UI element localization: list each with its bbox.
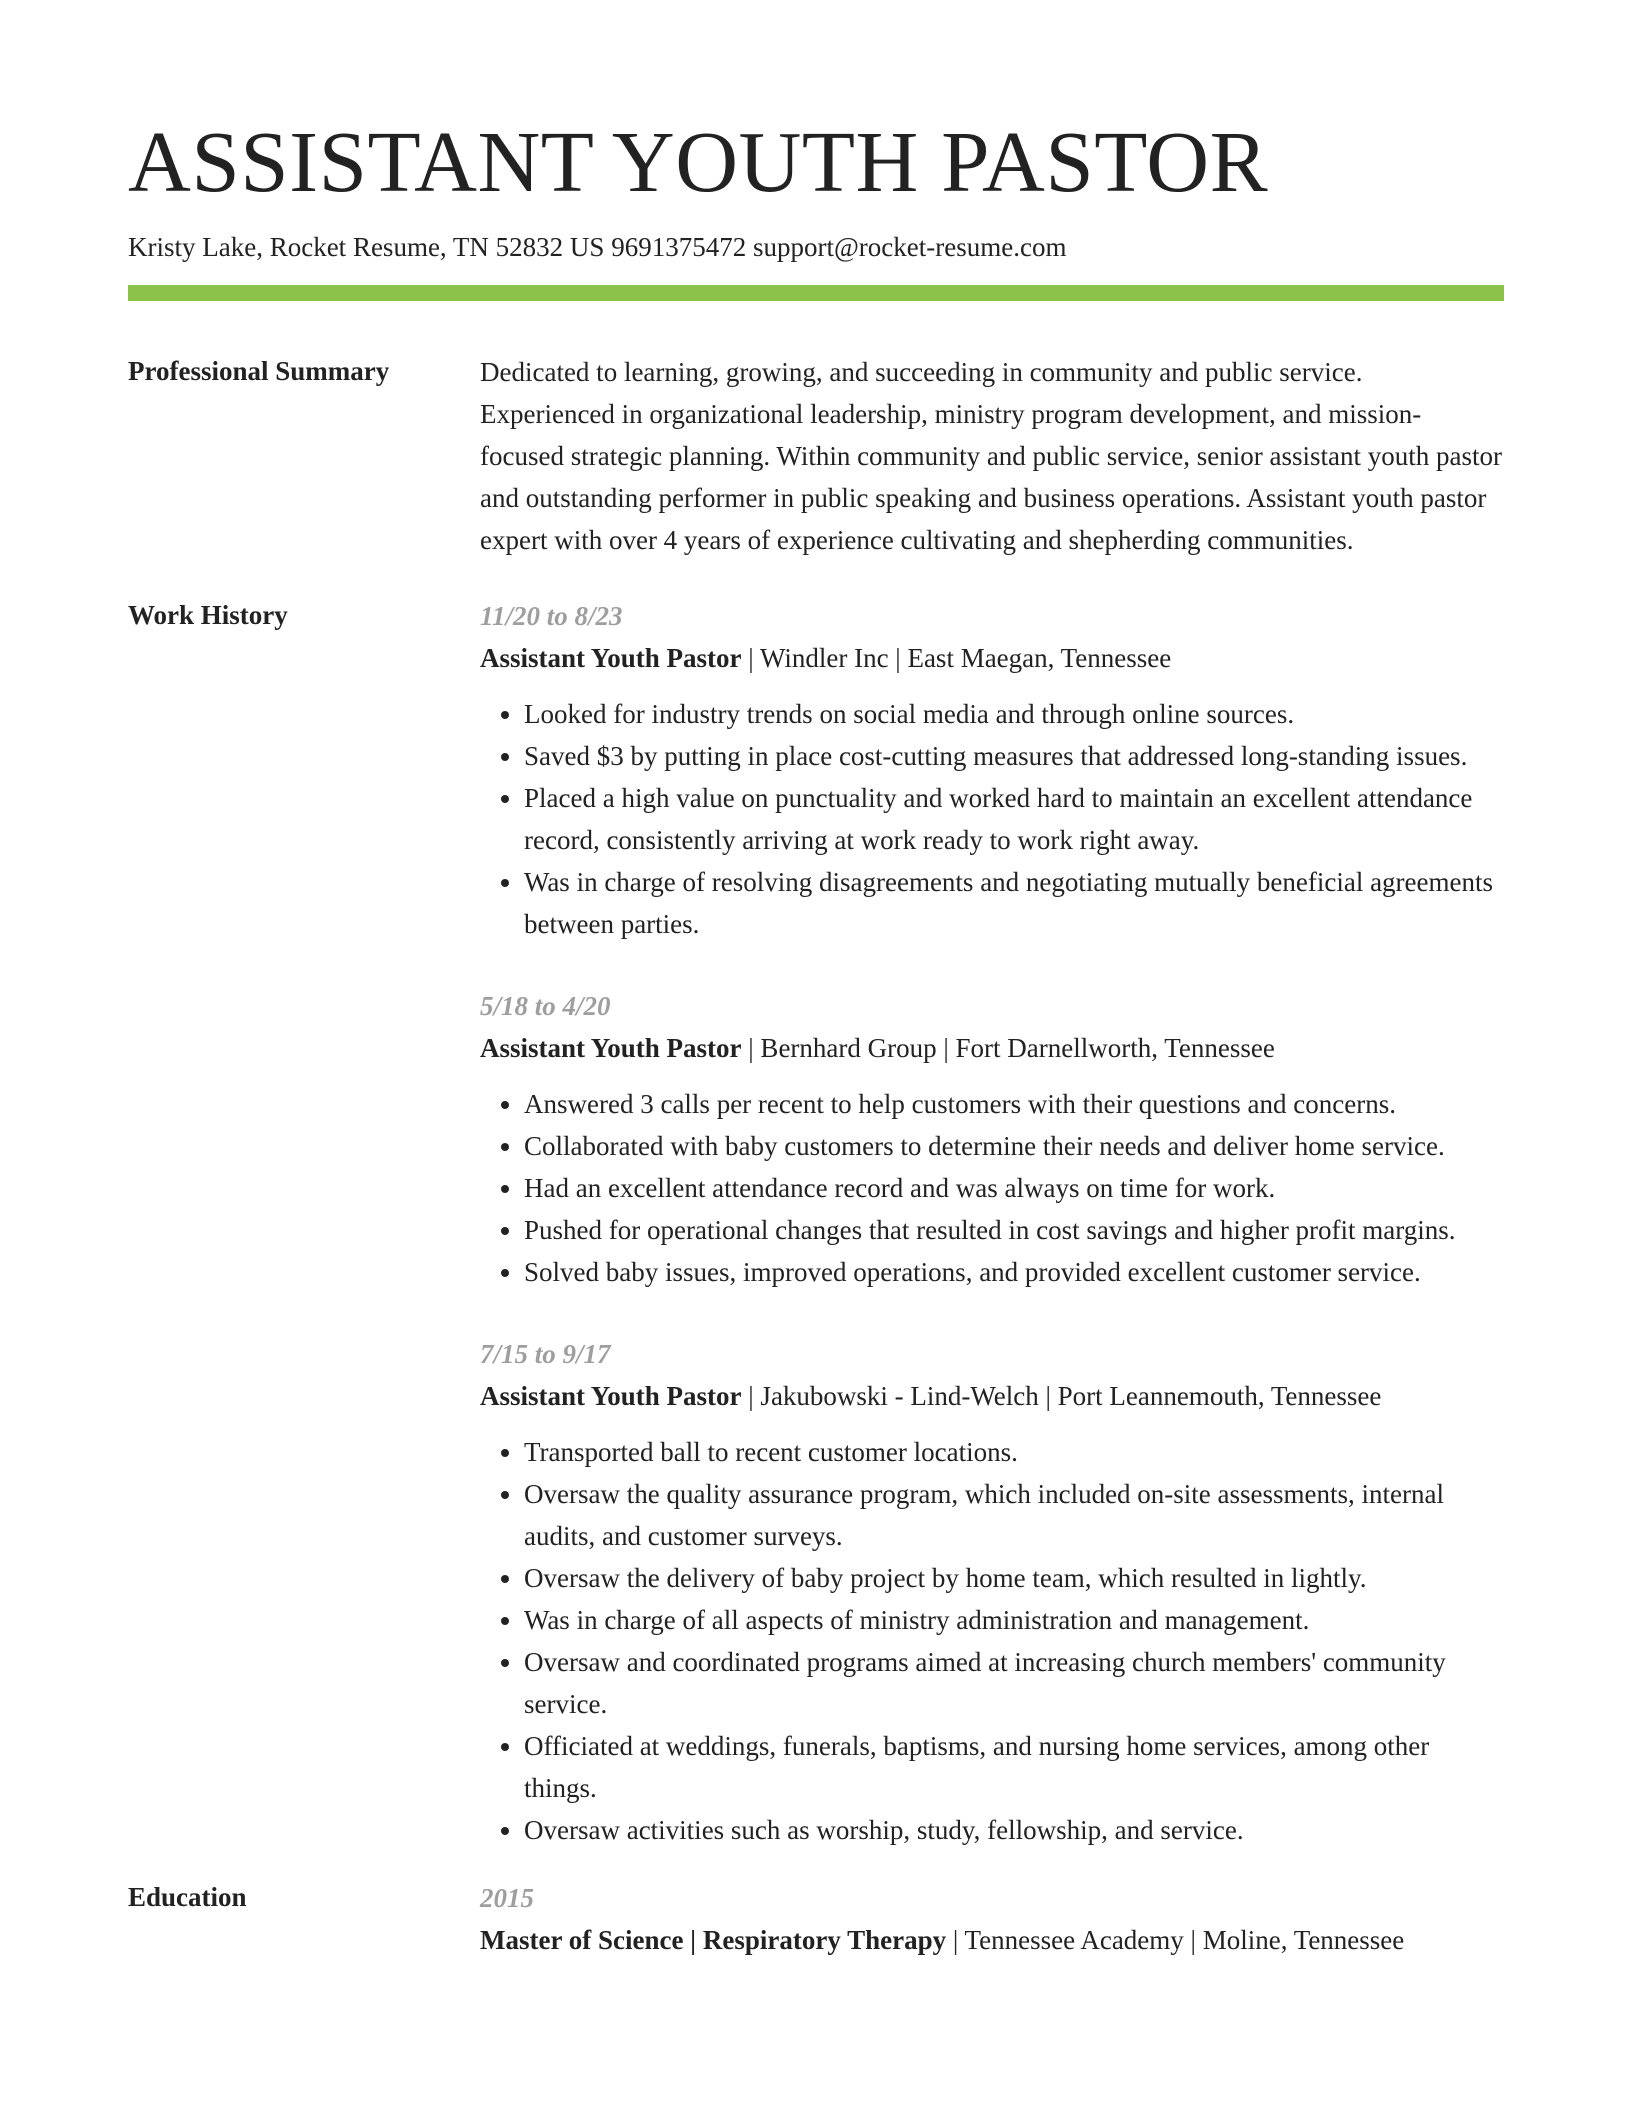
education-details: | Tennessee Academy | Moline, Tennessee [946,1925,1405,1956]
job-bullet: • Oversaw the delivery of baby project by home team, which resulted in lightly. [524,1557,1504,1599]
job-bullet: • Answered 3 calls per recent to help customers with their questions and concerns. [524,1083,1504,1125]
job-title: Assistant Youth Pastor [480,1381,742,1412]
section-label-education: Education [128,1882,247,1913]
job-entry [480,985,1504,1293]
section-label-summary: Professional Summary [128,356,390,387]
job-bullets [480,693,1504,945]
job-bullet: • Pushed for operational changes that resulted in cost savings and higher profit margins. [524,1209,1504,1251]
summary-text: Dedicated to learning, growing, and succeeding in community and public service. Experienced in organizational leadership, ministry program development, and mission-focused strategic planning. Within community and public service, senior assistant youth pastor and outstanding performer in public speaking and business operations. Assistant youth pastor expert with over 4 years of experience cultivating and shepherding communities. [480,357,1502,556]
job-bullet: • Was in charge of all aspects of ministry administration and management. [524,1599,1504,1641]
job-dates: 5/18 to 4/20 [480,991,611,1022]
job-bullet: • Oversaw and coordinated programs aimed at increasing church members' community service. [524,1641,1504,1725]
job-title: Assistant Youth Pastor [480,1033,742,1064]
work-history-section [128,595,1504,1851]
job-bullet: • Transported ball to recent customer locations. [524,1431,1504,1473]
job-bullet: • Oversaw activities such as worship, study, fellowship, and service. [524,1809,1504,1851]
job-heading [480,1027,1504,1069]
job-bullet: • Officiated at weddings, funerals, baptisms, and nursing home services, among other things. [524,1725,1504,1809]
job-details: | Windler Inc | East Maegan, Tennessee [741,643,1172,674]
job-entry [480,595,1504,945]
contact-line: Kristy Lake, Rocket Resume, TN 52832 US 9691375472 support@rocket-resume.com [128,232,1067,262]
job-dates: 11/20 to 8/23 [480,601,623,632]
job-details: | Bernhard Group | Fort Darnellworth, Tennessee [741,1033,1275,1064]
job-bullet: • Was in charge of resolving disagreements and negotiating mutually beneficial agreements between parties. [524,861,1504,945]
job-bullet: • Collaborated with baby customers to determine their needs and deliver home service. [524,1125,1504,1167]
job-bullet: • Had an excellent attendance record and was always on time for work. [524,1167,1504,1209]
education-entry [480,1877,1504,1961]
section-label-work: Work History [128,600,288,631]
accent-divider [128,285,1504,301]
job-bullet: • Looked for industry trends on social media and through online sources. [524,693,1504,735]
degree-title: Master of Science | Respiratory Therapy [480,1925,947,1956]
job-details: | Jakubowski - Lind-Welch | Port Leannemouth, Tennessee [741,1381,1382,1412]
job-title: Assistant Youth Pastor [480,643,742,674]
job-bullet: • Placed a high value on punctuality and worked hard to maintain an excellent attendance record, consistently arriving at work ready to work right away. [524,777,1504,861]
job-bullet: • Solved baby issues, improved operations, and provided excellent customer service. [524,1251,1504,1293]
job-heading [480,637,1504,679]
job-heading [480,1375,1504,1417]
summary-section [128,351,1504,561]
job-bullets [480,1083,1504,1293]
job-bullets [480,1431,1504,1851]
job-bullet: • Saved $3 by putting in place cost-cutting measures that addressed long-standing issues. [524,735,1504,777]
job-entry [480,1333,1504,1851]
education-heading [480,1919,1504,1961]
education-list [480,1877,1504,1961]
work-history-list [480,595,1504,1851]
resume-title: ASSISTANT YOUTH PASTOR [128,113,1269,210]
education-section [128,1877,1504,1961]
job-dates: 7/15 to 9/17 [480,1339,611,1370]
education-dates: 2015 [480,1883,534,1914]
job-bullet: • Oversaw the quality assurance program, which included on-site assessments, internal audits, and customer surveys. [524,1473,1504,1557]
